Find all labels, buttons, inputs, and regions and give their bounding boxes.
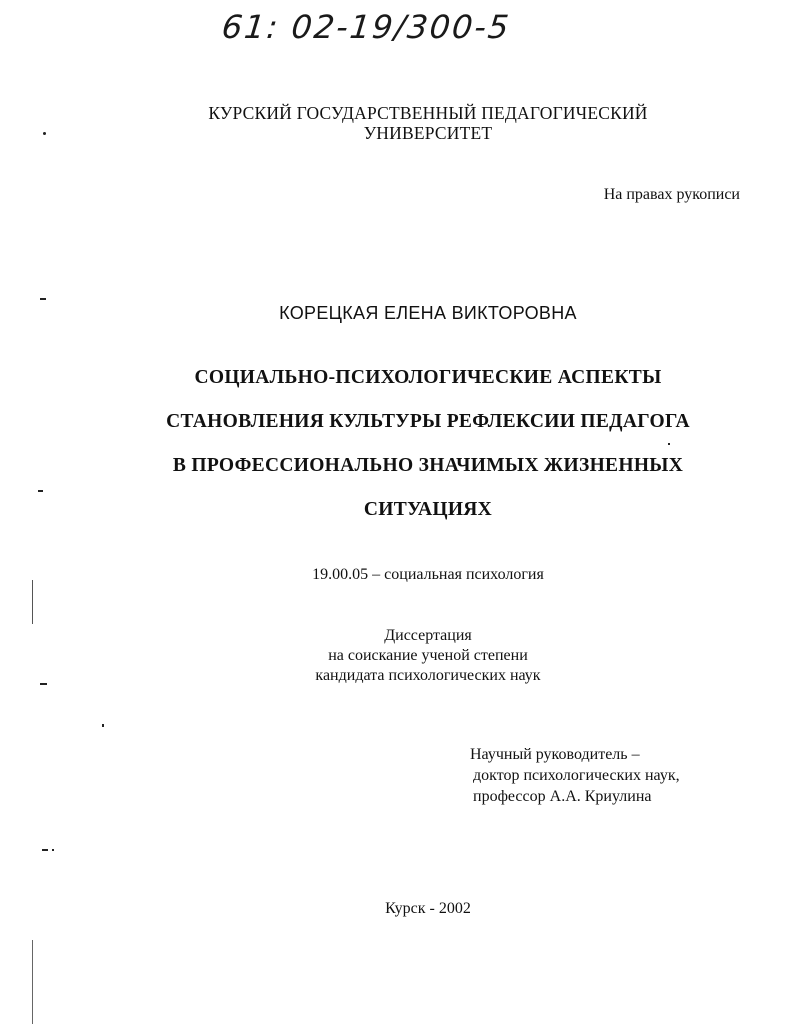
scan-line xyxy=(32,580,33,624)
dissertation-degree xyxy=(0,626,792,686)
scan-dash xyxy=(40,683,47,685)
city-year: Курск - 2002 xyxy=(385,900,471,917)
rights-note: На правах рукописи xyxy=(603,186,740,203)
scan-dash xyxy=(40,298,46,300)
scientific-supervisor xyxy=(470,744,680,807)
title-line-3: В ПРОФЕССИОНАЛЬНО ЗНАЧИМЫХ ЖИЗНЕННЫХ xyxy=(172,455,684,476)
scan-line xyxy=(32,940,33,1024)
scan-speck xyxy=(52,849,54,851)
scan-speck xyxy=(43,132,46,135)
handwritten-archive-code: 61: 02-19/300-5 xyxy=(220,8,513,46)
title-line-1: СОЦИАЛЬНО-ПСИХОЛОГИЧЕСКИЕ АСПЕКТЫ xyxy=(194,367,662,388)
specialty-code: 19.00.05 – социальная психология xyxy=(312,566,544,583)
university-name xyxy=(0,103,792,143)
supervisor-line-2: доктор психологических наук, xyxy=(473,767,680,784)
scan-speck xyxy=(668,443,670,445)
scan-dash xyxy=(38,490,43,492)
author-name: КОРЕЦКАЯ ЕЛЕНА ВИКТОРОВНА xyxy=(279,303,577,323)
dissertation-line-2: на соискание ученой степени xyxy=(328,647,528,664)
supervisor-line-1: Научный руководитель – xyxy=(470,746,640,763)
scan-speck xyxy=(102,724,104,727)
title-line-2: СТАНОВЛЕНИЯ КУЛЬТУРЫ РЕФЛЕКСИИ ПЕДАГОГА xyxy=(166,411,690,432)
university-line-1: КУРСКИЙ ГОСУДАРСТВЕННЫЙ ПЕДАГОГИЧЕСКИЙ xyxy=(208,103,648,123)
dissertation-line-1: Диссертация xyxy=(384,627,472,644)
supervisor-line-3: профессор А.А. Криулина xyxy=(473,788,652,805)
dissertation-line-3: кандидата психологических наук xyxy=(315,667,541,684)
scan-dash xyxy=(42,849,48,851)
university-line-2: УНИВЕРСИТЕТ xyxy=(363,123,493,143)
title-line-4: СИТУАЦИЯХ xyxy=(363,499,493,520)
